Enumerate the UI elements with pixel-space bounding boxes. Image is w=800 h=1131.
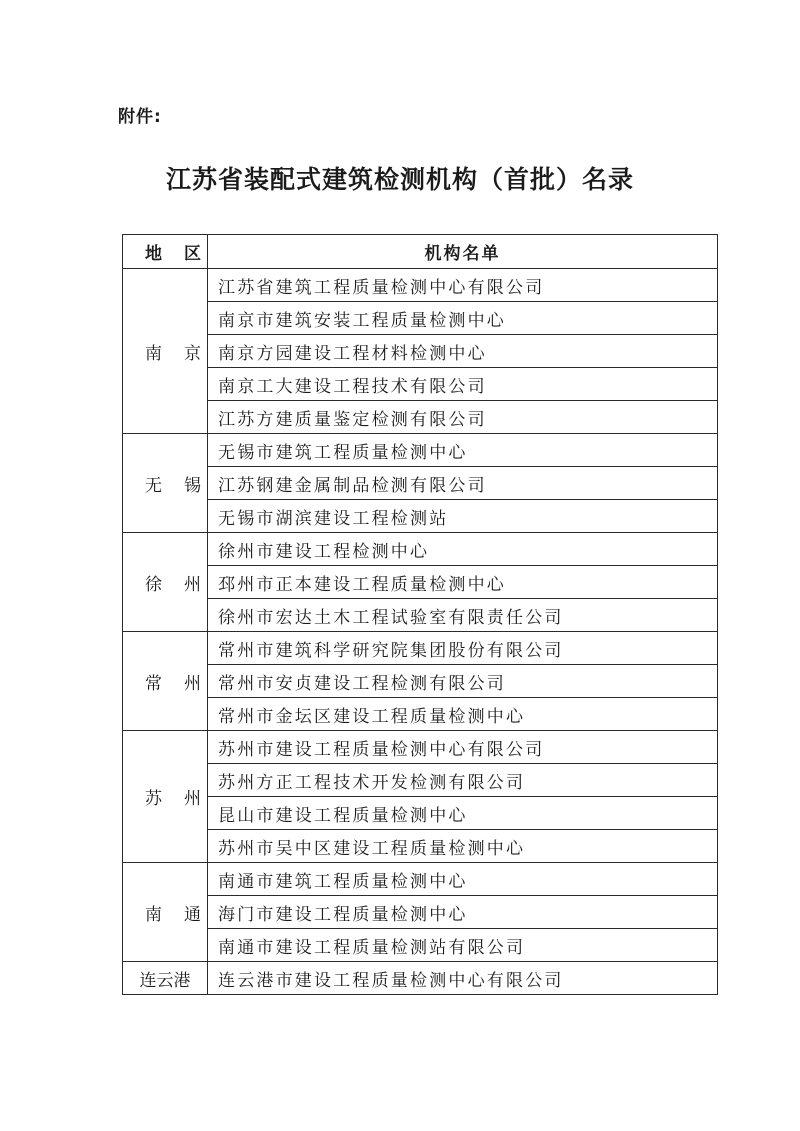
table-row	[123, 863, 718, 896]
table-row	[123, 401, 718, 434]
table-row	[123, 368, 718, 401]
table-row	[123, 269, 718, 302]
org-cell: 南京市建筑安装工程质量检测中心	[208, 302, 718, 335]
org-cell: 邳州市正本建设工程质量检测中心	[208, 566, 718, 599]
table-row	[123, 500, 718, 533]
org-cell: 南京工大建设工程技术有限公司	[208, 368, 718, 401]
org-cell: 徐州市宏达土木工程试验室有限责任公司	[208, 599, 718, 632]
table-row	[123, 434, 718, 467]
org-cell: 苏州市建设工程质量检测中心有限公司	[208, 731, 718, 764]
table-header-row	[123, 235, 718, 269]
table-row	[123, 302, 718, 335]
table-row	[123, 929, 718, 962]
region-cell: 南通	[123, 863, 208, 962]
header-region: 地区	[123, 235, 208, 269]
table-row	[123, 962, 718, 995]
org-cell: 常州市金坛区建设工程质量检测中心	[208, 698, 718, 731]
table-row	[123, 698, 718, 731]
org-cell: 南通市建筑工程质量检测中心	[208, 863, 718, 896]
org-cell: 江苏方建质量鉴定检测有限公司	[208, 401, 718, 434]
region-cell: 徐州	[123, 533, 208, 632]
org-cell: 苏州方正工程技术开发检测有限公司	[208, 764, 718, 797]
org-cell: 常州市安贞建设工程检测有限公司	[208, 665, 718, 698]
org-cell: 苏州市吴中区建设工程质量检测中心	[208, 830, 718, 863]
org-cell: 徐州市建设工程检测中心	[208, 533, 718, 566]
org-cell: 昆山市建设工程质量检测中心	[208, 797, 718, 830]
table-row	[123, 830, 718, 863]
table-row	[123, 599, 718, 632]
org-cell: 南通市建设工程质量检测站有限公司	[208, 929, 718, 962]
table-row	[123, 731, 718, 764]
org-cell: 南京方园建设工程材料检测中心	[208, 335, 718, 368]
attachment-label: 附件:	[118, 107, 162, 127]
org-cell: 无锡市建筑工程质量检测中心	[208, 434, 718, 467]
table-row	[123, 533, 718, 566]
region-cell: 南京	[123, 269, 208, 434]
org-cell: 无锡市湖滨建设工程检测站	[208, 500, 718, 533]
org-cell: 常州市建筑科学研究院集团股份有限公司	[208, 632, 718, 665]
org-directory-table	[122, 234, 718, 995]
org-cell: 江苏钢建金属制品检测有限公司	[208, 467, 718, 500]
org-cell: 海门市建设工程质量检测中心	[208, 896, 718, 929]
region-cell: 常州	[123, 632, 208, 731]
header-org-list: 机构名单	[208, 235, 718, 269]
document-title: 江苏省装配式建筑检测机构（首批）名录	[165, 165, 634, 194]
org-cell: 连云港市建设工程质量检测中心有限公司	[208, 962, 718, 995]
table-row	[123, 632, 718, 665]
region-cell: 连云港	[123, 962, 208, 995]
region-cell: 无锡	[123, 434, 208, 533]
org-cell: 江苏省建筑工程质量检测中心有限公司	[208, 269, 718, 302]
region-cell: 苏州	[123, 731, 208, 863]
